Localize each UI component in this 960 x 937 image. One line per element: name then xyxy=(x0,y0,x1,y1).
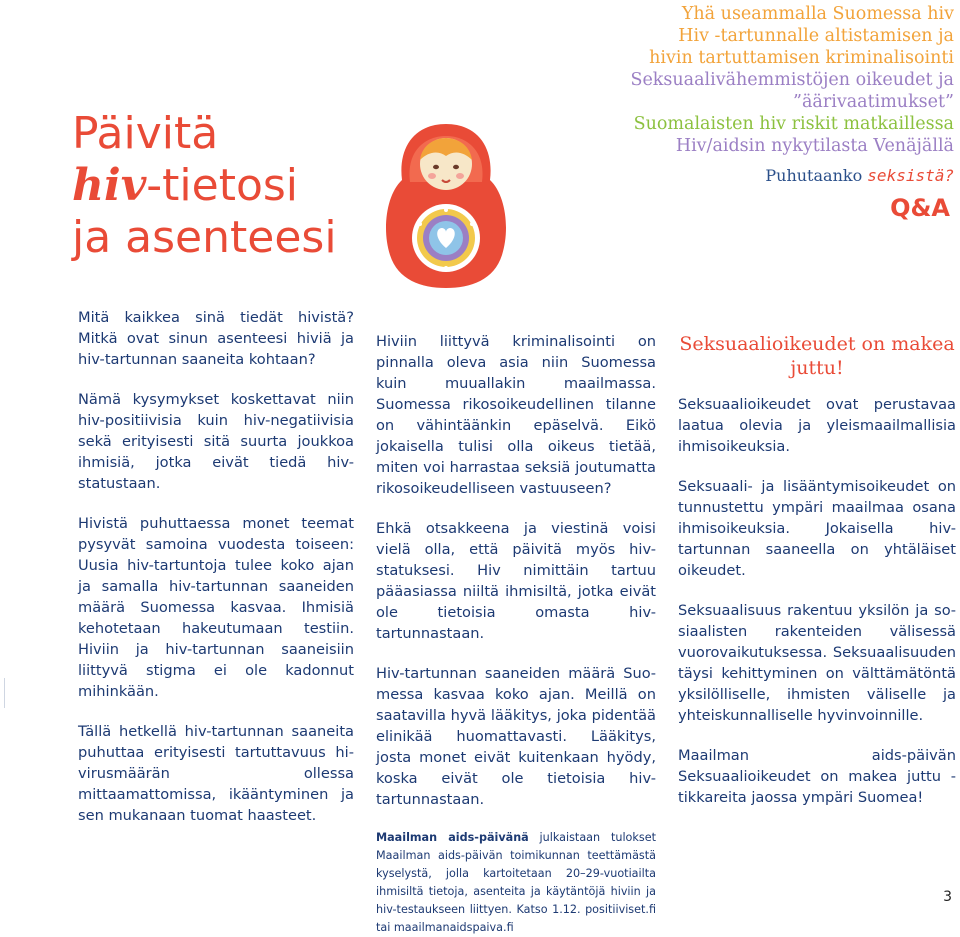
contents-item: Suomalaisten hiv riskit matkaillessa xyxy=(633,114,954,134)
contents-item: ”äärivaatimukset” xyxy=(793,92,954,112)
contents-item: Hiv -tartunnalle altistamisen ja xyxy=(678,26,954,46)
title-line-1: Päivitä xyxy=(72,108,219,159)
page-number: 3 xyxy=(943,889,952,905)
title-line-3: ja asenteesi xyxy=(72,212,337,263)
paragraph: Hiv-tartunnan saaneiden määrä Suomessa kasvaa koko ajan. Meillä on saatavilla hyvä lääkitys, joka pidentää elinikää huomattavasti. Lääkitys, josta monet eivät kuitenkaan hyödy, koska eivät ole tietoisia hiv-tartunnastaan. xyxy=(376,665,656,808)
contents-item: hivin tartuttamisen kriminalisointi xyxy=(649,48,954,68)
contents-item-puhutaanko: Puhutaanko seksistä? xyxy=(765,166,954,185)
margin-mark xyxy=(4,678,5,708)
survey-note-bold: Maailman aids-päivänä xyxy=(376,831,529,844)
contents-item: Yhä useammalla Suomessa hiv xyxy=(681,4,954,24)
title-tietosi-word: -tietosi xyxy=(146,160,299,211)
contents-item: Seksuaalivähemmistöjen oikeudet ja xyxy=(630,70,954,90)
contents-list xyxy=(534,3,954,223)
paragraph: Seksuaalisuus rakentuu yksilön ja sosiaalisten rakenteiden välisessä vuorovaikutuksessa. Seksuaalisuuden täysi kehittyminen on välttämätöntä yksilölliselle, ihmisten väliselle ja yhteiskunnalliselle hyvinvoinnille. xyxy=(678,602,956,724)
paragraph: Tällä hetkellä hiv-tartunnan saaneita puhuttaa erityisesti tartuttavuus hivirusmäärän ollessa mittaamattomissa, ikääntyminen ja sen mukanaan tuomat haasteet. xyxy=(78,723,354,824)
survey-note-text: julkaistaan tulokset Maailman aids-päivän toimikunnan teettämästä kyselystä, jolla kartoitetaan 20–29-vuotiailta ihmisiltä tietoja, asenteita ja käytäntöjä hiviin ja hiv-testaukseen liittyen. Katso 1.12. positiiviset.fi tai maailmanaidspaiva.fi xyxy=(376,831,656,934)
title-hiv-word: hiv xyxy=(72,160,147,211)
paragraph: Seksuaalioikeudet ovat perustavaa laatua olevia ja yleismaailmallisia ihmisoikeuksia. xyxy=(678,396,956,455)
survey-note xyxy=(376,829,656,937)
column-2 xyxy=(376,331,656,937)
qa-label: Q&A xyxy=(890,194,950,222)
paragraph: Hiviin liittyvä kriminalisointi on pinnalla oleva asia niin Suomessa kuin muuallakin maailmassa. Suomessa rikosoikeudellinen tilanne on vähintäänkin epäselvä. Eikö jokaisella tulisi olla oikeus tietää, miten voi harrastaa seksiä joutumatta rikosoikeudelliseen vastuuseen? xyxy=(376,333,656,497)
paragraph: Maailman aids-päivän Seksuaalioikeudet on makea juttu - tikkareita jaossa ympäri Suomea! xyxy=(678,747,956,806)
column-3 xyxy=(678,332,956,827)
paragraph: Ehkä otsakkeena ja viestinä voisi vielä olla, että päivitä myös hiv-statuksesi. Hiv nimittäin tartuu pääasiassa niiltä ihmisiltä, jotka eivät ole tietoisia omasta hiv-tartunnastaan. xyxy=(376,520,656,642)
paragraph: Nämä kysymykset koskettavat niin hiv-positiivisia kuin hiv-negatiivisia sekä erityisesti sitä suurta joukkoa ihmisiä, jotka eivät tiedä hiv-statustaan. xyxy=(78,391,354,492)
section-heading: Seksuaalioikeudet on makea juttu! xyxy=(679,333,955,379)
matryoshka-doll-illustration xyxy=(376,120,516,290)
seksista-word: seksistä xyxy=(867,166,945,185)
page-title xyxy=(72,108,337,264)
column-1 xyxy=(78,307,354,845)
paragraph: Hivistä puhuttaessa monet teemat pysyvät samoina vuodesta toiseen: Uusia hiv-tartuntoja tulee koko ajan ja samalla hiv-tartunnan saaneiden määrä Suomessa kasvaa. Ihmisiä kehotetaan hakeutumaan testiin. Hiviin ja hiv-tartunnan saaneisiin liittyvä stigma ei ole kadonnut mihinkään. xyxy=(78,515,354,700)
contents-item: Hiv/aidsin nykytilasta Venäjällä xyxy=(675,136,954,156)
paragraph: Mitä kaikkea sinä tiedät hivistä? Mitkä ovat sinun asenteesi hiviä ja hiv-tartunnan saaneita kohtaan? xyxy=(78,309,354,368)
title-line-2 xyxy=(72,160,337,212)
paragraph: Seksuaali- ja lisääntymisoikeudet on tunnustettu ympäri maailmaa osana ihmisoikeuksia. Jokaisella hiv-tartunnan saaneella on yhtäläiset oikeudet. xyxy=(678,478,956,579)
